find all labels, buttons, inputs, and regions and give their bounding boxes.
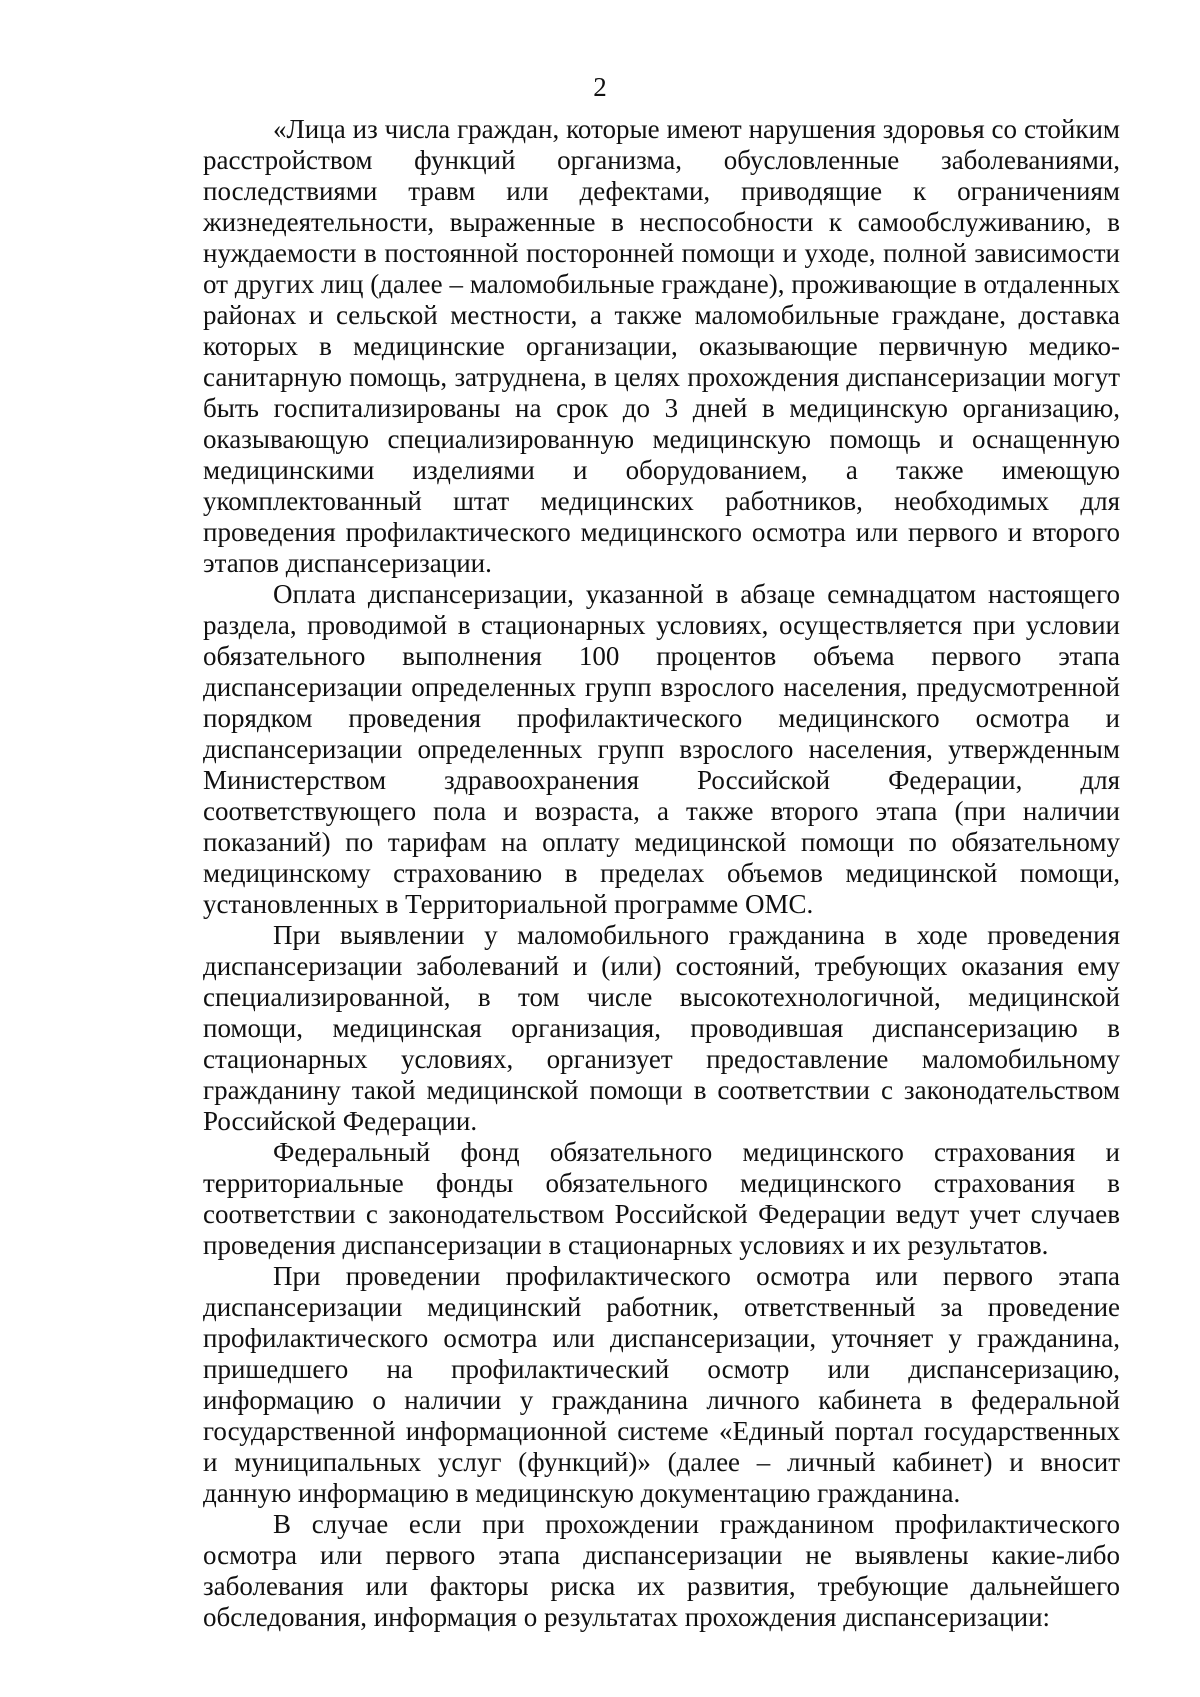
paragraph-personal-account: При проведении профилактического осмотра или первого этапа диспансеризации медицинский работник, ответственный за проведение профилактического осмотра или диспансеризации, уточняет у гражданина, пришедшего на профилактический осмотр или диспансеризацию, информацию о наличии у гражданина личного кабинета в федеральной государственной информационной системе «Единый портал государственных и муниципальных услуг (функций)» (далее – личный кабинет) и вносит данную информацию в медицинскую документацию гражданина. [203,1261,1120,1508]
paragraph-payment: Оплата диспансеризации, указанной в абзаце семнадцатом настоящего раздела, проводимой в стационарных условиях, осуществляется при условии обязательного выполнения 100 процентов объема первого этапа диспансеризации определенных групп взрослого населения, предусмотренной порядком проведения профилактического медицинского осмотра и диспансеризации определенных групп взрослого населения, утвержденным Министерством здравоохранения Российской Федерации, для соответствующего пола и возраста, а также второго этапа (при наличии показаний) по тарифам на оплату медицинской помощи по обязательному медицинскому страхованию в пределах объемов медицинской помощи, установленных в Территориальной программе ОМС. [203,579,1120,919]
page-number: 2 [593,72,607,102]
document-body [203,114,1120,1633]
paragraph-specialized-care: При выявлении у маломобильного гражданина в ходе проведения диспансеризации заболеваний и (или) состояний, требующих оказания ему специализированной, в том числе высокотехнологичной, медицинской помощи, медицинская организация, проводившая диспансеризацию в стационарных условиях, организует предоставление маломобильному гражданину такой медицинской помощи в соответствии с законодательством Российской Федерации. [203,920,1120,1136]
paragraph-hospitalization: «Лица из числа граждан, которые имеют нарушения здоровья со стойким расстройством функций организма, обусловленные заболеваниями, последствиями травм или дефектами, приводящие к ограничениям жизнедеятельности, выраженные в неспособности к самообслуживанию, в нуждаемости в постоянной посторонней помощи и уходе, полной зависимости от других лиц (далее – маломобильные граждане), проживающие в отдаленных районах и сельской местности, а также маломобильные граждане, доставка которых в медицинские организации, оказывающие первичную медико-санитарную помощь, затруднена, в целях прохождения диспансеризации могут быть госпитализированы на срок до 3 дней в медицинскую организацию, оказывающую специализированную медицинскую помощь и оснащенную медицинскими изделиями и оборудованием, а также имеющую укомплектованный штат медицинских работников, необходимых для проведения профилактического медицинского осмотра или первого и второго этапов диспансеризации. [203,114,1120,578]
paragraph-results-info: В случае если при прохождении гражданином профилактического осмотра или первого этапа диспансеризации не выявлены какие-либо заболевания или факторы риска их развития, требующие дальнейшего обследования, информация о результатах прохождения диспансеризации: [203,1509,1120,1632]
paragraph-funds-accounting: Федеральный фонд обязательного медицинского страхования и территориальные фонды обязательного медицинского страхования в соответствии с законодательством Российской Федерации ведут учет случаев проведения диспансеризации в стационарных условиях и их результатов. [203,1137,1120,1260]
